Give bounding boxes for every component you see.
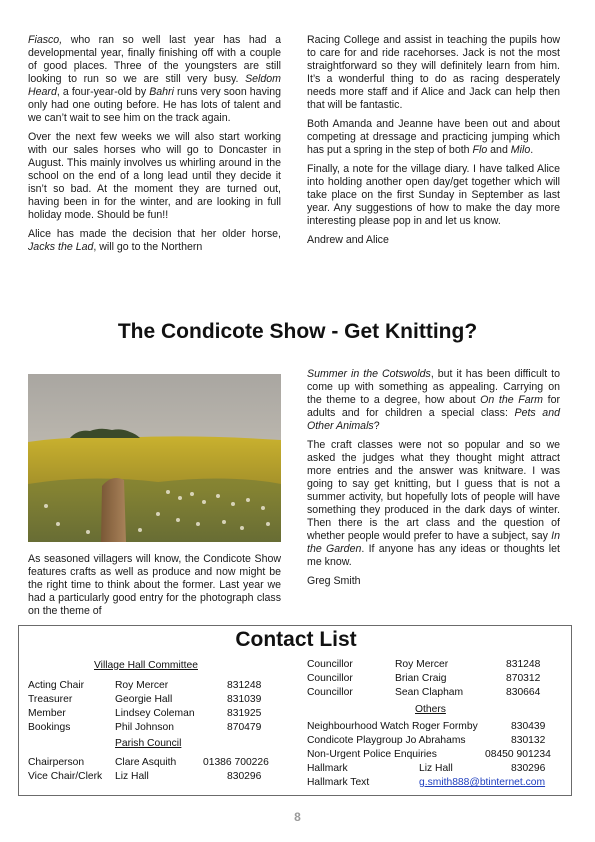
text-run: , but it has been difficult to come up with something as appealing. Carrying on the theme to a degree, how about [307,368,561,406]
italic-title: On the Farm [480,394,544,406]
contact-role: Non-Urgent Police Enquiries [307,749,437,760]
contact-phone: 01386 700226 [203,757,269,768]
paragraph [307,439,560,569]
contact-role: Hallmark Text [307,777,370,788]
contact-phone: 831248 [506,659,541,670]
show-article-title: The Condicote Show - Get Knitting? [117,320,478,343]
field-photo [28,374,281,542]
text-run: for adults and for children a special class: [307,394,561,419]
contact-phone: 831039 [227,694,262,705]
article-column-left [28,34,281,260]
text-run: , a four-year-old by [56,86,150,98]
contact-role: Councillor [307,659,353,670]
contact-phone: 831248 [227,680,262,691]
contact-name: Clare Asquith [115,757,177,768]
italic-title: Pets and Other Animals [307,407,560,432]
text-run: and [487,144,511,156]
italic-title: Flo [472,144,488,156]
contact-role: Condicote Playgroup Jo Abrahams [307,735,466,746]
contact-role: Treasurer [28,694,73,705]
italic-title: Milo [510,144,531,156]
contact-phone: 870479 [227,722,262,733]
paragraph [307,368,560,433]
italic-title: Bahri [149,86,174,98]
show-column-right [307,368,560,594]
paragraph [307,163,560,228]
text-run: . [530,144,534,156]
text-run: ? [373,420,380,432]
text-run: As seasoned villagers will know, the Condicote Show features crafts as well as produce and now might be the right time to think about the former. Last year we had a particularly good entry for the photograph class on the theme of [28,553,281,617]
paragraph [28,34,281,125]
text-run: Finally, a note for the village diary. I have talked Alice into holding another open day/get together which will take place on the first Sunday in September as last year. Any suggestions of how to make the day more interesting please pop in and let us know. [307,163,560,227]
contact-role: Councillor [307,673,353,684]
text-run: The craft classes were not so popular and so we asked the judges what they thought might attract more entries and the answer was knitware. I was going to say get knitting, but I guess that is not a summer activity, but hopefully lots of people will have something they produced in the dark days of winter. Then there is the art class and the question of whether people would prefer to have a subject, say [307,439,560,542]
text-run: . If anyone has any ideas or thoughts let me know. [307,543,560,568]
contact-role: Acting Chair [28,680,85,691]
contact-phone: 830132 [511,735,546,746]
text-run: Racing College and assist in teaching the pupils how to care for and ride racehorses. Jack is not the most straightforward so they will definitely learn from him. It’s a wonderful thing to do as racing desperately needs more staff and if Alice and Jack can help then that will be fantastic. [307,34,560,111]
show-column-left [28,553,281,624]
contact-role: Hallmark [307,763,348,774]
contact-role: Bookings [28,722,71,733]
contact-phone: 830296 [227,771,262,782]
contact-list-box [18,625,572,796]
paragraph [28,553,281,618]
italic-title: In the Garden [307,530,560,555]
paragraph [28,131,281,222]
contact-list-title: Contact List [235,628,357,651]
contact-phone: 870312 [506,673,541,684]
text-run: runs very soon having only had one outing before. He has lots of talent and we can’t wait to see him on the track again. [28,86,281,124]
contact-phone: 08450 901234 [485,749,551,760]
italic-title: Fiasco, [28,34,63,46]
contact-name: Lindsey Coleman [115,708,195,719]
article-signature: Greg Smith [307,575,361,587]
paragraph [307,118,560,157]
text-run: Over the next few weeks we will also start working with our sales horses who will go to Doncaster in August. This mainly involves us whirling around in the school on the end of a long lead until they decide it isn’t so bad. At the moment they are turned out, having been in for the winter, and are looking in full holiday mode. Should be fun!! [28,131,281,221]
article-signature: Andrew and Alice [307,234,389,246]
parish-council-heading: Parish Council [115,738,182,749]
contact-role: Member [28,708,66,719]
contact-phone: 830664 [506,687,541,698]
village-hall-heading: Village Hall Committee [94,660,198,671]
contact-role: Neighbourhood Watch Roger Formby [307,721,478,732]
article-column-right [307,34,560,253]
contact-phone: 831925 [227,708,262,719]
contact-phone: 830439 [511,721,546,732]
contact-name: Liz Hall [115,771,149,782]
contact-role: Chairperson [28,757,85,768]
contact-role: Councillor [307,687,353,698]
others-heading: Others [415,704,446,715]
contact-phone: 830296 [511,763,546,774]
contact-name: Liz Hall [419,763,453,774]
italic-title: Summer in the Cotswolds [307,368,431,380]
paragraph [307,34,560,112]
contact-name: Roy Mercer [115,680,169,691]
contact-name: Roy Mercer [395,659,449,670]
page-number: 8 [294,810,301,824]
text-run: Alice has made the decision that her older horse, [28,228,281,240]
contact-name: Georgie Hall [115,694,173,705]
contact-name: Phil Johnson [115,722,174,733]
contact-role: Vice Chair/Clerk [28,771,103,782]
field-photo-illustration [28,374,281,542]
text-run: Both Amanda and Jeanne have been out and about competing at dressage and practicing jumping which has put a spring in the step of both [307,118,560,156]
contact-email-link[interactable]: g.smith888@btinternet.com [419,777,546,788]
paragraph [28,228,281,254]
text-run: , will go to the Northern [93,241,203,253]
contact-name: Brian Craig [395,673,447,684]
contact-name: Sean Clapham [395,687,464,698]
italic-title: Seldom Heard [28,73,281,98]
italic-title: Jacks the Lad [28,241,94,253]
text-run: who ran so well last year has had a developmental year, finally finishing off with a couple of good places. Three of the youngsters are still looking to run so we are still very busy. [28,34,281,85]
